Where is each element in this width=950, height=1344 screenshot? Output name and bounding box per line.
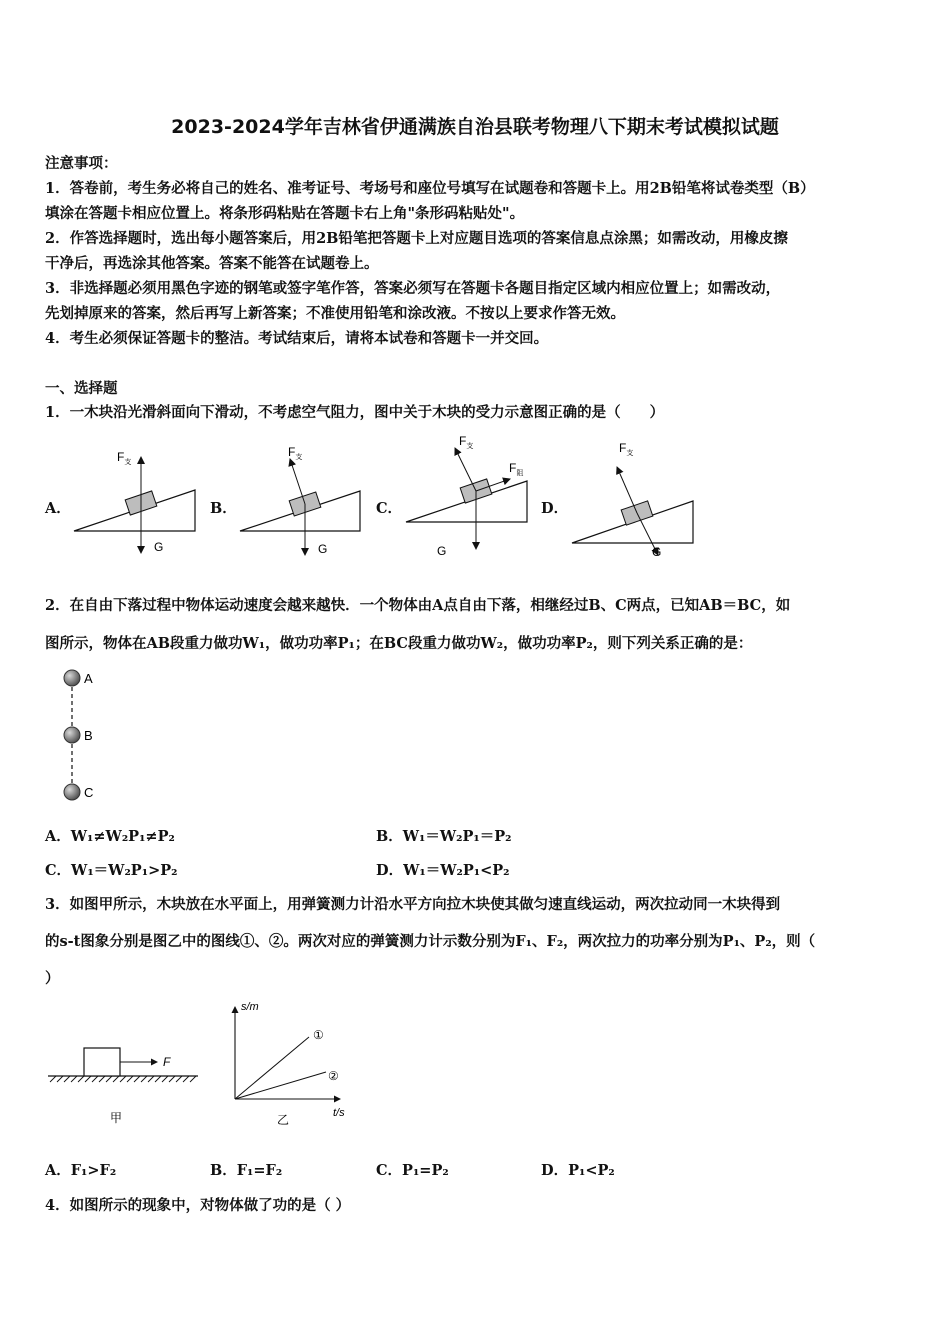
q3-option-a: A．F₁>F₂ xyxy=(45,1162,117,1179)
q2-option-d: D．W₁＝W₂P₁<P₂ xyxy=(376,862,510,879)
q2-option-c: C．W₁＝W₂P₁>P₂ xyxy=(45,862,178,879)
curve-2-label: ② xyxy=(328,1069,339,1083)
q2-option-a: A．W₁≠W₂P₁≠P₂ xyxy=(45,828,175,845)
section-heading: 一、选择题 xyxy=(45,380,118,397)
q3-diagrams xyxy=(40,995,370,1130)
support-arrow xyxy=(290,459,305,504)
fig-jia xyxy=(48,1048,198,1125)
support-arrow xyxy=(455,448,476,491)
q1-label-d: D． xyxy=(541,500,569,517)
ball-a xyxy=(64,670,80,686)
fig-yi xyxy=(235,1001,345,1127)
curve-1-label: ① xyxy=(313,1028,324,1042)
support-arrow xyxy=(617,467,637,513)
notes-line: 1．答卷前，考生务必将自己的姓名、准考证号、考场号和座位号填写在试题卷和答题卡上。用2B铅笔将试卷类型（B） xyxy=(45,180,815,197)
point-b-label: B xyxy=(84,728,93,743)
ball-c xyxy=(64,784,80,800)
q1-diagram-a xyxy=(74,450,195,554)
ball-b xyxy=(64,727,80,743)
notes-line: 先划掉原来的答案，然后再写上新答案；不准使用铅笔和涂改液。不按以上要求作答无效。 xyxy=(45,305,625,322)
curve-2 xyxy=(235,1072,326,1099)
support-label: $F_支$ xyxy=(288,445,303,461)
notes-line: 填涂在答题卡相应位置上。将条形码粘贴在答题卡右上角"条形码粘贴处"。 xyxy=(45,205,525,222)
q1-diagrams xyxy=(0,425,950,575)
gravity-label: G xyxy=(318,542,328,556)
q3-stem-line1: 3．如图甲所示，木块放在水平面上，用弹簧测力计沿水平方向拉木块使其做匀速直线运动，两次拉动同一木块得到 xyxy=(45,896,781,913)
q1-diagram-c xyxy=(406,434,527,558)
q3-stem-line3: ） xyxy=(45,970,60,987)
q1-label-b: B． xyxy=(210,500,237,517)
q3-stem-line2: 的s-t图象分别是图乙中的图线①、②。两次对应的弹簧测力计示数分别为F₁、F₂，两次拉力的功率分别为P₁、P₂，则（ xyxy=(45,933,816,950)
q1-label-c: C． xyxy=(376,500,403,517)
support-label: $F_支$ xyxy=(619,441,634,457)
friction-label: $F_阻$ xyxy=(509,461,524,477)
ground-hatch xyxy=(50,1076,196,1082)
q3-option-c: C．P₁=P₂ xyxy=(376,1162,449,1179)
wood-block xyxy=(84,1048,120,1076)
point-c-label: C xyxy=(84,785,94,800)
y-axis-label: s/m xyxy=(241,1001,259,1013)
fig-yi-label: 乙 xyxy=(277,1113,290,1127)
q2-stem-line2: 图所示，物体在AB段重力做功W₁，做功功率P₁；在BC段重力做功W₂，做功功率P₂，则下列关系正确的是： xyxy=(45,635,753,652)
gravity-label: G xyxy=(154,540,164,554)
x-axis-label: t/s xyxy=(333,1107,345,1119)
support-label: $F_支$ xyxy=(459,434,474,450)
q2-diagram xyxy=(55,665,115,805)
notes-heading: 注意事项： xyxy=(45,155,118,172)
q1-stem: 1．一木块沿光滑斜面向下滑动，不考虑空气阻力，图中关于木块的受力示意图正确的是（ ） xyxy=(45,404,665,421)
notes-line: 4．考生必须保证答题卡的整洁。考试结束后，请将本试卷和答题卡一并交回。 xyxy=(45,330,549,347)
gravity-label: G xyxy=(437,544,447,558)
q2-stem-line1: 2．在自由下落过程中物体运动速度会越来越快．一个物体由A点自由下落，相继经过B、C两点，已知AB＝BC，如 xyxy=(45,597,791,614)
curve-1 xyxy=(235,1037,309,1099)
gravity-label: G xyxy=(652,545,662,559)
q1-diagram-b xyxy=(240,445,360,556)
page-title: 2023-2024学年吉林省伊通满族自治县联考物理八下期末考试模拟试题 xyxy=(171,116,779,138)
notes-line: 3．非选择题必须用黑色字迹的钢笔或签字笔作答，答案必须写在答题卡各题目指定区域内相应位置上；如需改动， xyxy=(45,280,781,297)
notes-line: 干净后，再选涂其他答案。答案不能答在试题卷上。 xyxy=(45,255,379,272)
fig-jia-label: 甲 xyxy=(110,1111,123,1125)
notes-line: 2．作答选择题时，选出每小题答案后，用2B铅笔把答题卡上对应题目选项的答案信息点涂黑；如需改动，用橡皮擦 xyxy=(45,230,788,247)
q3-option-b: B．F₁=F₂ xyxy=(210,1162,283,1179)
q4-stem: 4．如图所示的现象中，对物体做了功的是（ ） xyxy=(45,1197,351,1214)
force-label: F xyxy=(163,1055,171,1069)
q1-diagram-d xyxy=(572,441,693,559)
q2-option-b: B．W₁＝W₂P₁＝P₂ xyxy=(376,828,512,845)
support-label: $F_支$ xyxy=(117,450,132,466)
point-a-label: A xyxy=(84,671,93,686)
q1-label-a: A． xyxy=(45,500,71,517)
q3-option-d: D．P₁<P₂ xyxy=(541,1162,615,1179)
